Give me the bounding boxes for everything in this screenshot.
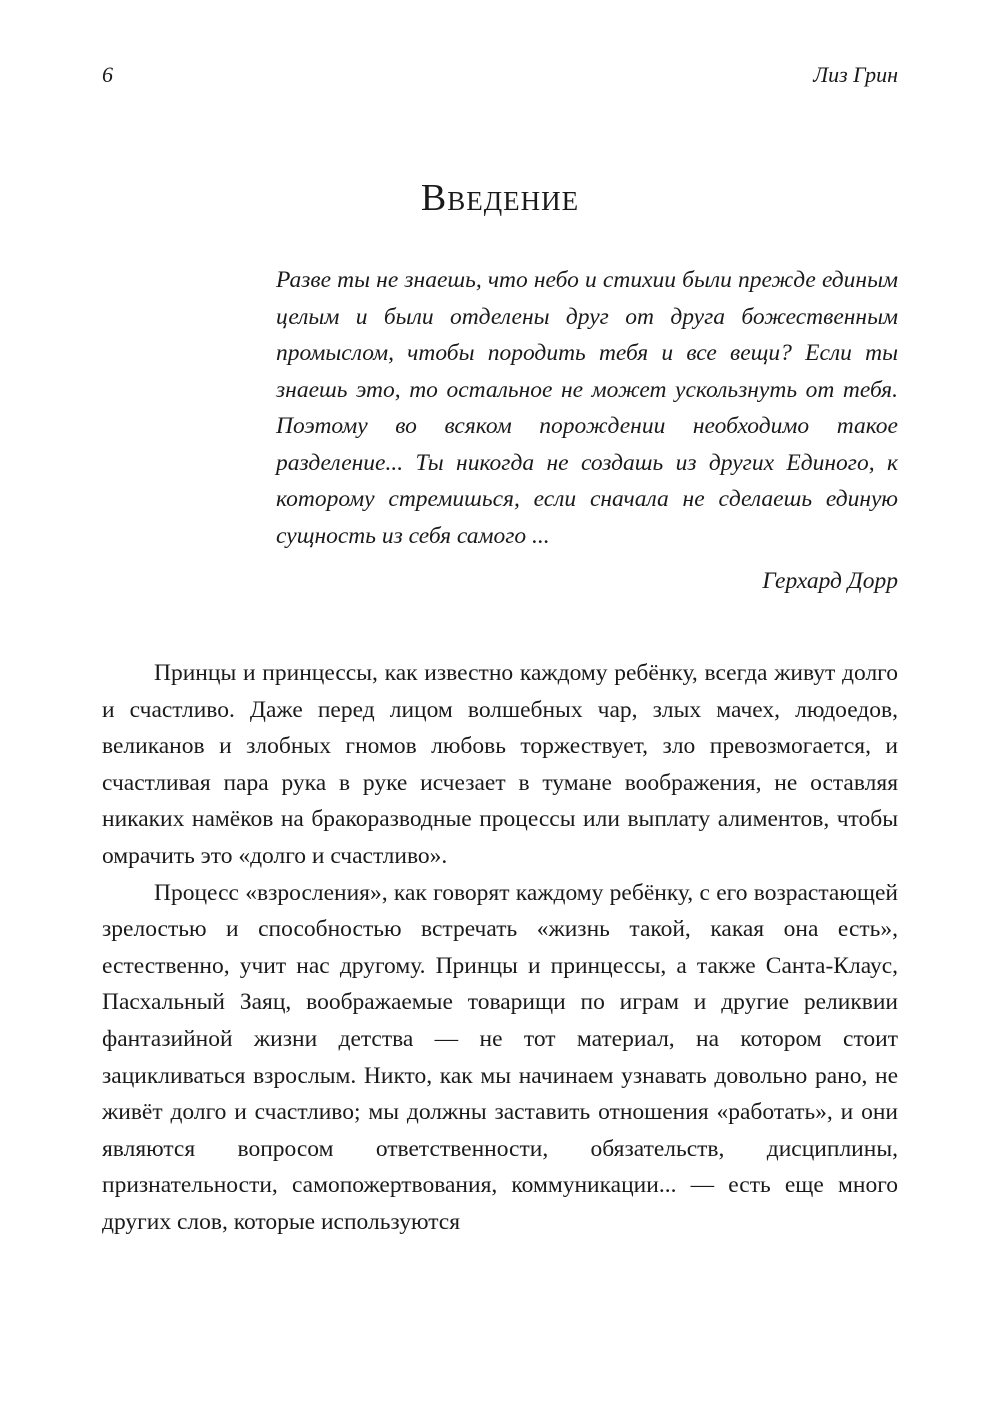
epigraph-text: Разве ты не знаешь, что небо и стихии были прежде единым целым и были отделены друг от друга божественным промыслом, чтобы породить тебя и все вещи? Если ты знаешь это, то остальное не может ускользнуть от тебя. Поэтому во всяком порождении необходимо такое разделение... Ты никогда не создашь из других Единого, к которому стремишься, если сначала не сделаешь единую сущность из себя самого ... [276, 267, 898, 549]
running-head [102, 62, 898, 88]
paragraph: Процесс «взросления», как говорят каждому ребёнку, с его возрастающей зрелостью и способностью встречать «жизнь такой, какая она есть», естественно, учит нас другому. Принцы и принцессы, а также Санта-Клаус, Пасхальный Заяц, воображаемые товарищи по играм и другие реликвии фантазийной жизни детства — не тот материал, на котором стоит зацикливаться взрослым. Никто, как мы начинаем узнавать довольно рано, не живёт долго и счастливо; мы должны заставить отношения «работать», и они являются вопросом ответственности, обязательств, дисциплины, признательности, самопожертвования, коммуникации... — есть еще много других слов, которые используются [102, 879, 898, 1235]
running-head-author: Лиз Грин [813, 62, 898, 87]
body-text [102, 655, 898, 1241]
chapter-title: Введение [420, 177, 580, 219]
page-number: 6 [102, 62, 113, 87]
epigraph-author: Герхард Дорр [762, 568, 898, 594]
paragraph: Принцы и принцессы, как известно каждому ребёнку, всегда живут долго и счастливо. Даже перед лицом волшебных чар, злых мачех, людоедов, великанов и злобных гномов любовь торжествует, зло превозмогается, и счастливая пара рука в руке исчезает в тумане воображения, не оставляя никаких намёков на бракоразводные процессы или выплату алиментов, чтобы омрачить это «долго и счастливо». [102, 660, 898, 869]
